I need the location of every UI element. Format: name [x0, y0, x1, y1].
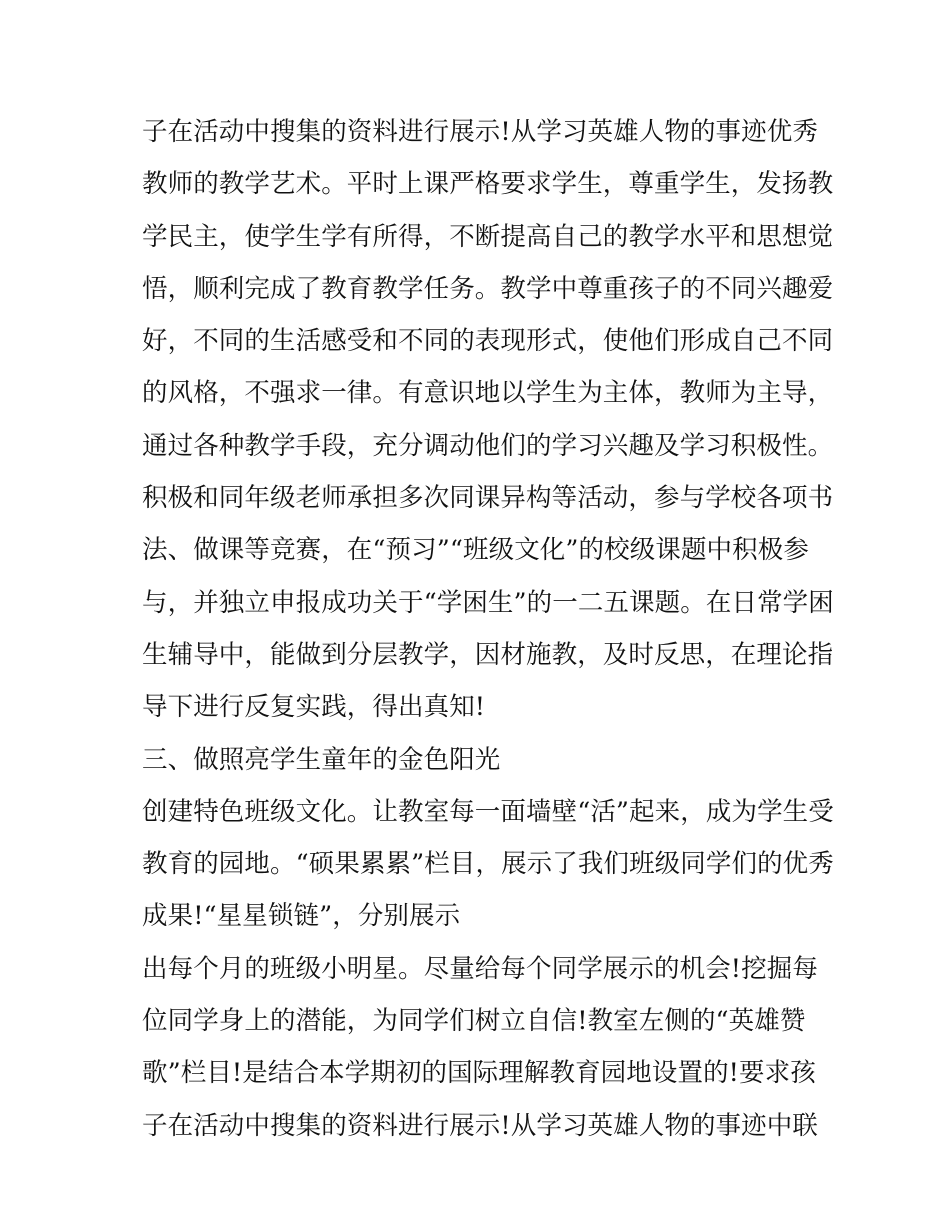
- text-line: 学民主，使学生学有所得，不断提高自己的教学水平和思想觉: [142, 221, 834, 252]
- text-line: 通过各种教学手段，充分调动他们的学习兴趣及学习积极性。: [142, 430, 834, 461]
- text-line: 导下进行反复实践，得出真知!: [142, 692, 486, 723]
- text-line: 与，并独立申报成功关于“学困生”的一二五课题。在日常学困: [142, 587, 834, 618]
- text-line: 好，不同的生活感受和不同的表现形式，使他们形成自己不同: [142, 326, 834, 357]
- body-text: [142, 106, 832, 1152]
- text-line: 子在活动中搜集的资料进行展示!从学习英雄人物的事迹优秀: [142, 117, 818, 147]
- text-line: 的风格，不强求一律。有意识地以学生为主体，教师为主导，: [142, 378, 834, 409]
- text-line: 教师的教学艺术。平时上课严格要求学生，尊重学生，发扬教: [142, 169, 834, 200]
- text-line: 歌”栏目!是结合本学期初的国际理解教育园地设置的!要求孩: [142, 1058, 816, 1089]
- text-line: 悟，顺利完成了教育教学任务。教学中尊重孩子的不同兴趣爱: [142, 273, 834, 304]
- text-line: 法、做课等竞赛，在“预习”“班级文化”的校级课题中积极参: [142, 535, 809, 566]
- text-line: 出每个月的班级小明星。尽量给每个同学展示的机会!挖掘每: [142, 953, 818, 984]
- text-line: 生辅导中，能做到分层教学，因材施教，及时反思，在理论指: [142, 639, 834, 670]
- text-line: 子在活动中搜集的资料进行展示!从学习英雄人物的事迹中联: [142, 1110, 818, 1141]
- text-line: 位同学身上的潜能，为同学们树立自信!教室左侧的“英雄赞: [142, 1006, 806, 1037]
- text-line: 创建特色班级文化。让教室每一面墙壁“活”起来，成为学生受: [142, 796, 834, 827]
- text-line: 积极和同年级老师承担多次同课异构等活动，参与学校各项书: [142, 483, 834, 514]
- text-line: 教育的园地。“硕果累累”栏目，展示了我们班级同学们的优秀: [142, 849, 834, 880]
- section-heading: 三、做照亮学生童年的金色阳光: [142, 744, 501, 775]
- text-line: 成果!“星星锁链”，分别展示: [142, 901, 461, 932]
